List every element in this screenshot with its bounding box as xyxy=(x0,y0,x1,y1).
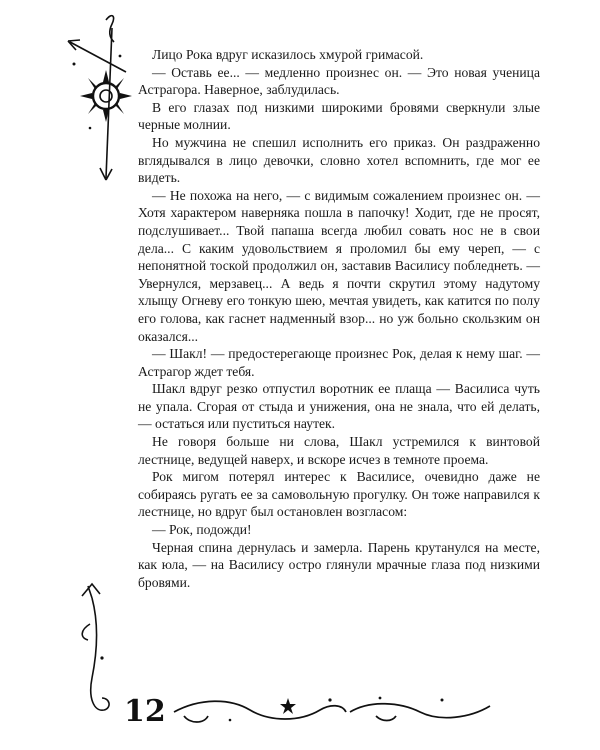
paragraph: Не говоря больше ни слова, Шакл устремился к винтовой лестнице, ведущей наверх, и вскоре исчез в темноте проема. xyxy=(138,434,540,467)
paragraph: Черная спина дернулась и замерла. Парень крутанулся на месте, как юла, — на Василису остро глянули мрачные глаза под низкими бровями. xyxy=(138,539,540,590)
paragraph: — Оставь ее... — медленно произнес он. — Это новая ученица Астрагора. Наверное, заблудилась. xyxy=(138,64,540,98)
body-text xyxy=(138,46,540,591)
paragraph: — Рок, подожди! xyxy=(152,522,252,538)
compass-ornament-icon xyxy=(60,8,140,188)
paragraph: Шакл вдруг резко отпустил воротник ее плаща — Василиса чуть не упала. Сгорая от стыда и унижения, она не знала, что ей делать, — остаться или пуститься наутек. xyxy=(138,381,540,432)
paragraph: Но мужчина не спешил исполнить его приказ. Он раздраженно вглядывался в лицо девочки, словно хотел вспомнить, где мог ее видеть. xyxy=(138,134,540,186)
paragraph: В его глазах под низкими широкими бровями сверкнули злые черные молнии. xyxy=(138,99,540,133)
paragraph: Рок мигом потерял интерес к Василисе, очевидно даже не собираясь ругать ее за самовольную прогулку. Он тоже направился к лестнице, но вдруг был остановлен возгласом: xyxy=(138,469,540,520)
flourish-ornament-icon xyxy=(170,690,500,730)
paragraph: — Не похожа на него, — с видимым сожалением произнес он. — Хотя характером наверняка пошла в папочку! Ходит, где не просят, подслушивает... Твой папаша всегда любил совать нос не в свои дела... С каким удовольствием я проломил бы ему череп, — с непонятной тоской продолжил он, заставив Василису побледнеть. — Увернулся, мерзавец... А ведь я почти скрутил этому надутому хлыщу Огневу его тонкую шею, мечтая увидеть, как катится по полу его голова, как гаснет надменный взор... но уж больно скользким он оказался... xyxy=(138,187,540,344)
paragraph: Лицо Рока вдруг исказилось хмурой гримасой. xyxy=(152,47,424,62)
paragraph: — Шакл! — предостерегающе произнес Рок, делая к нему шаг. — Астрагор ждет тебя. xyxy=(138,346,540,379)
page-number: 12 xyxy=(124,694,166,729)
